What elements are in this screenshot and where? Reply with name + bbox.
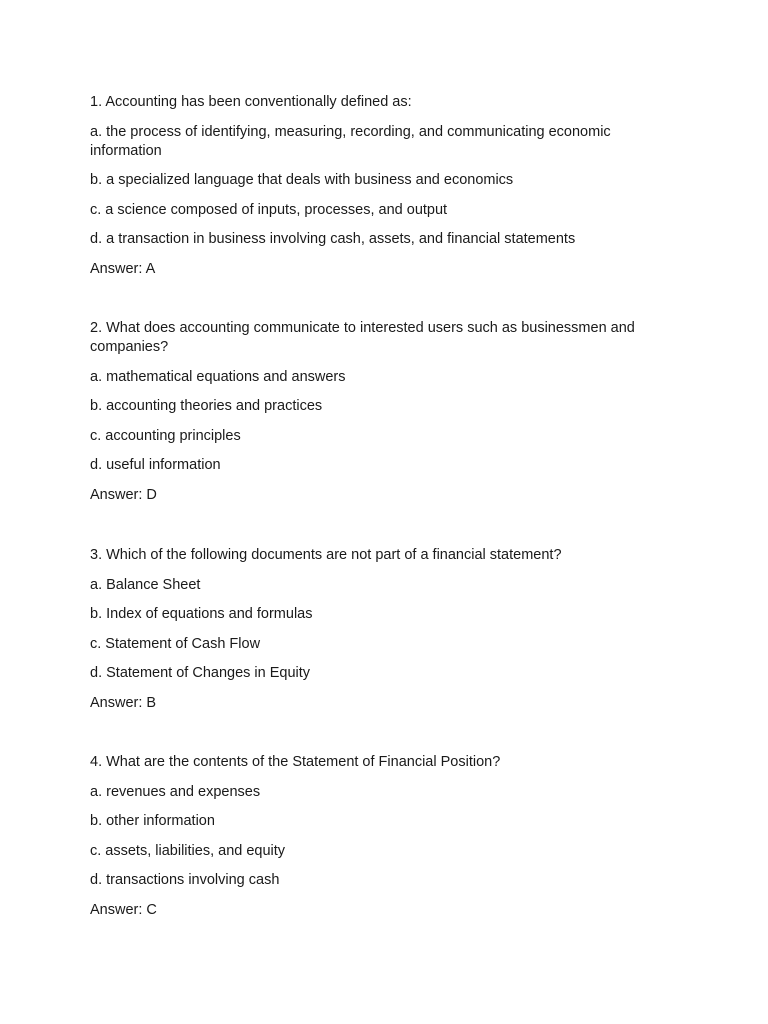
- option-d: d. a transaction in business involving cash, assets, and financial statements: [90, 231, 576, 247]
- option-a: a. revenues and expenses: [90, 783, 261, 800]
- answer: Answer: D: [90, 486, 157, 503]
- option-a: a. the process of identifying, measuring, recording, and communicating economic information: [90, 123, 611, 159]
- option-b: b. accounting theories and practices: [90, 398, 323, 414]
- option-c: c. a science composed of inputs, processes, and output: [90, 201, 448, 218]
- option-d: d. Statement of Changes in Equity: [90, 665, 311, 681]
- option-d: d. useful information: [90, 457, 221, 473]
- option-a: a. Balance Sheet: [90, 576, 201, 593]
- option-b: b. other information: [90, 813, 215, 829]
- option-b: b. a specialized language that deals with business and economics: [90, 172, 514, 188]
- question-prompt: 4. What are the contents of the Statement of Financial Position?: [90, 754, 501, 770]
- answer: Answer: B: [90, 694, 157, 711]
- question-4: [90, 753, 670, 930]
- question-3: [90, 546, 670, 723]
- question-prompt: 2. What does accounting communicate to interested users such as businessmen and companies?: [90, 320, 635, 355]
- question-prompt: 1. Accounting has been conventionally defined as:: [90, 94, 412, 110]
- answer: Answer: A: [90, 260, 156, 277]
- question-prompt: 3. Which of the following documents are not part of a financial statement?: [90, 547, 562, 563]
- option-d: d. transactions involving cash: [90, 872, 280, 888]
- option-c: c. assets, liabilities, and equity: [90, 842, 286, 859]
- option-c: c. Statement of Cash Flow: [90, 635, 261, 652]
- question-2: [90, 319, 670, 515]
- question-1: [90, 93, 670, 289]
- option-a: a. mathematical equations and answers: [90, 368, 346, 385]
- option-c: c. accounting principles: [90, 427, 241, 444]
- option-b: b. Index of equations and formulas: [90, 606, 313, 622]
- answer: Answer: C: [90, 901, 157, 918]
